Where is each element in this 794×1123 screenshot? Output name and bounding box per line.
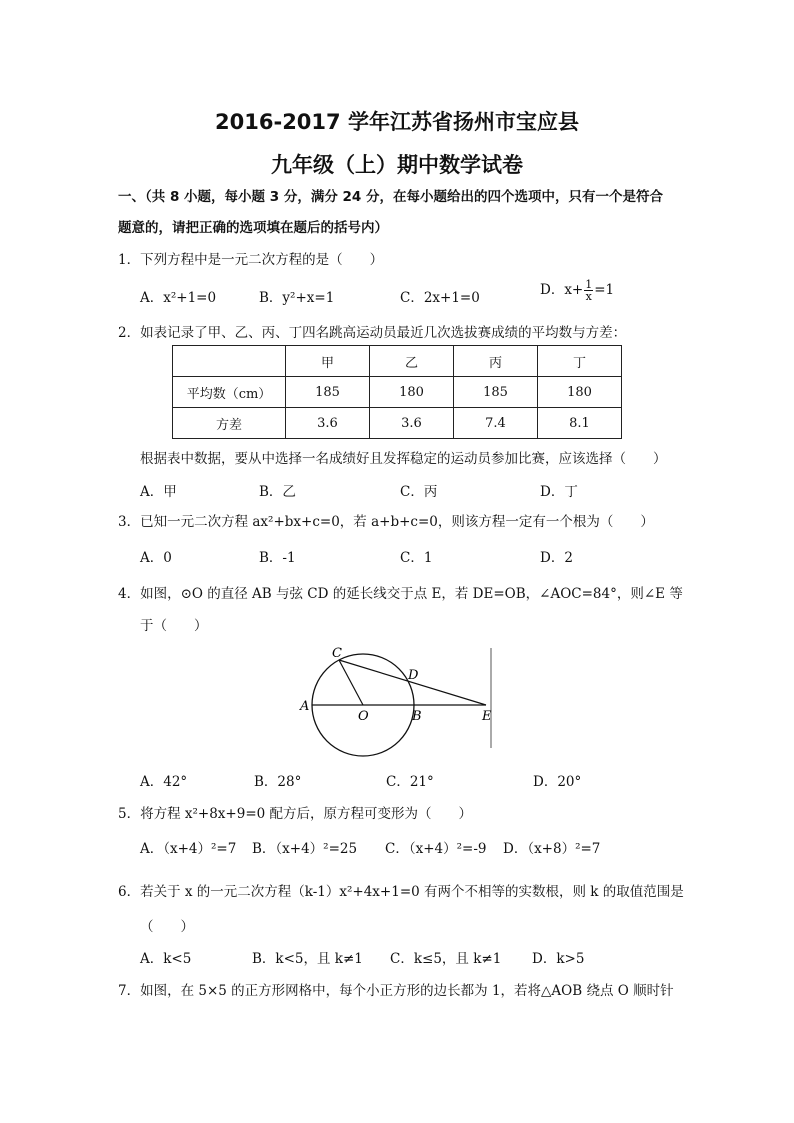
question-2-option-d: D．丁 bbox=[540, 484, 578, 500]
table-cell: 方差 bbox=[173, 408, 286, 439]
table-cell: 7.4 bbox=[454, 408, 538, 439]
table-cell: 8.1 bbox=[538, 408, 622, 439]
question-4-option-b: B．28° bbox=[254, 774, 302, 790]
question-2-stem: 2．如表记录了甲、乙、丙、丁四名跳高运动员最近几次选拔赛成绩的平均数与方差： bbox=[118, 325, 627, 341]
question-7-stem: 7．如图，在 5×5 的正方形网格中，每个小正方形的边长都为 1，若将△AOB 绕点 O 顺时针 bbox=[118, 983, 674, 999]
question-1-option-d bbox=[540, 278, 614, 302]
label-a: A bbox=[300, 699, 310, 714]
table-cell: 185 bbox=[454, 377, 538, 408]
fraction-numerator: 1 bbox=[585, 278, 593, 291]
label-o: O bbox=[358, 709, 369, 724]
question-4-stem-line1: 4．如图，⊙O 的直径 AB 与弦 CD 的延长线交于点 E，若 DE=OB，∠AOC=84°，则∠E 等 bbox=[118, 586, 683, 602]
table-cell: 乙 bbox=[370, 346, 454, 377]
table-cell: 平均数（cm） bbox=[173, 377, 286, 408]
score-table bbox=[172, 345, 622, 439]
question-4-stem-line2: 于（ ） bbox=[140, 618, 208, 634]
fraction-denominator: x bbox=[585, 290, 592, 303]
table-cell bbox=[173, 346, 286, 377]
question-6-option-b: B．k<5，且 k≠1 bbox=[252, 951, 363, 967]
label-e: E bbox=[482, 709, 492, 724]
table-cell: 丁 bbox=[538, 346, 622, 377]
question-6-stem-line1: 6．若关于 x 的一元二次方程（k-1）x²+4x+1=0 有两个不相等的实数根，则 k 的取值范围是 bbox=[118, 884, 684, 900]
question-4-option-a: A．42° bbox=[140, 774, 188, 790]
question-2-option-b: B．乙 bbox=[259, 484, 296, 500]
label-d: D bbox=[408, 668, 419, 683]
table-header-row bbox=[173, 346, 622, 377]
option-d-prefix: D．x+ bbox=[540, 282, 584, 298]
table-cell: 180 bbox=[370, 377, 454, 408]
label-c: C bbox=[332, 646, 342, 661]
question-3-option-a: A．0 bbox=[140, 550, 172, 566]
question-3-stem: 3．已知一元二次方程 ax²+bx+c=0，若 a+b+c=0，则该方程一定有一个根为（ ） bbox=[118, 514, 654, 530]
section-heading-line2: 题意的，请把正确的选项填在题后的括号内） bbox=[118, 220, 388, 236]
exam-title-line1: 2016-2017 学年江苏省扬州市宝应县 bbox=[215, 110, 579, 134]
question-1-option-b: B．y²+x=1 bbox=[259, 290, 335, 306]
question-5-option-c: C．（x+4）²=-9 bbox=[385, 841, 487, 857]
question-5-stem: 5．将方程 x²+8x+9=0 配方后，原方程可变形为（ ） bbox=[118, 806, 473, 822]
question-5-option-b: B．（x+4）²=25 bbox=[252, 841, 358, 857]
question-6-stem-line2: （ ） bbox=[140, 919, 194, 935]
section-heading-line1: 一、（共 8 小题，每小题 3 分，满分 24 分，在每小题给出的四个选项中，只有一个是符合 bbox=[118, 189, 664, 205]
table-cell: 丙 bbox=[454, 346, 538, 377]
table-cell: 185 bbox=[286, 377, 370, 408]
question-5-option-d: D．（x+8）²=7 bbox=[503, 841, 601, 857]
question-3-option-c: C．1 bbox=[400, 550, 433, 566]
question-6-option-c: C．k≤5，且 k≠1 bbox=[390, 951, 502, 967]
question-1-stem: 1．下列方程中是一元二次方程的是（ ） bbox=[118, 252, 384, 268]
option-d-suffix: =1 bbox=[594, 282, 615, 298]
question-5-option-a: A．（x+4）²=7 bbox=[140, 841, 237, 857]
label-b: B bbox=[412, 709, 422, 724]
question-6-option-a: A．k<5 bbox=[140, 951, 192, 967]
fraction-one-over-x bbox=[584, 279, 593, 302]
table-cell: 3.6 bbox=[286, 408, 370, 439]
table-row bbox=[173, 377, 622, 408]
question-2-follow: 根据表中数据，要从中选择一名成绩好且发挥稳定的运动员参加比赛，应该选择（ ） bbox=[140, 451, 667, 467]
question-2-option-c: C．丙 bbox=[400, 484, 438, 500]
exam-title-line2: 九年级（上）期中数学试卷 bbox=[271, 153, 523, 177]
question-3-option-b: B．-1 bbox=[259, 550, 296, 566]
question-2-option-a: A．甲 bbox=[140, 484, 177, 500]
question-1-option-a: A．x²+1=0 bbox=[140, 290, 217, 306]
question-4-option-c: C．21° bbox=[386, 774, 434, 790]
table-cell: 甲 bbox=[286, 346, 370, 377]
question-3-option-d: D．2 bbox=[540, 550, 573, 566]
question-6-option-d: D．k>5 bbox=[532, 951, 585, 967]
circle-diagram bbox=[290, 640, 510, 760]
question-4-option-d: D．20° bbox=[533, 774, 582, 790]
table-row bbox=[173, 408, 622, 439]
question-1-option-c: C．2x+1=0 bbox=[400, 290, 480, 306]
table-cell: 3.6 bbox=[370, 408, 454, 439]
table-cell: 180 bbox=[538, 377, 622, 408]
